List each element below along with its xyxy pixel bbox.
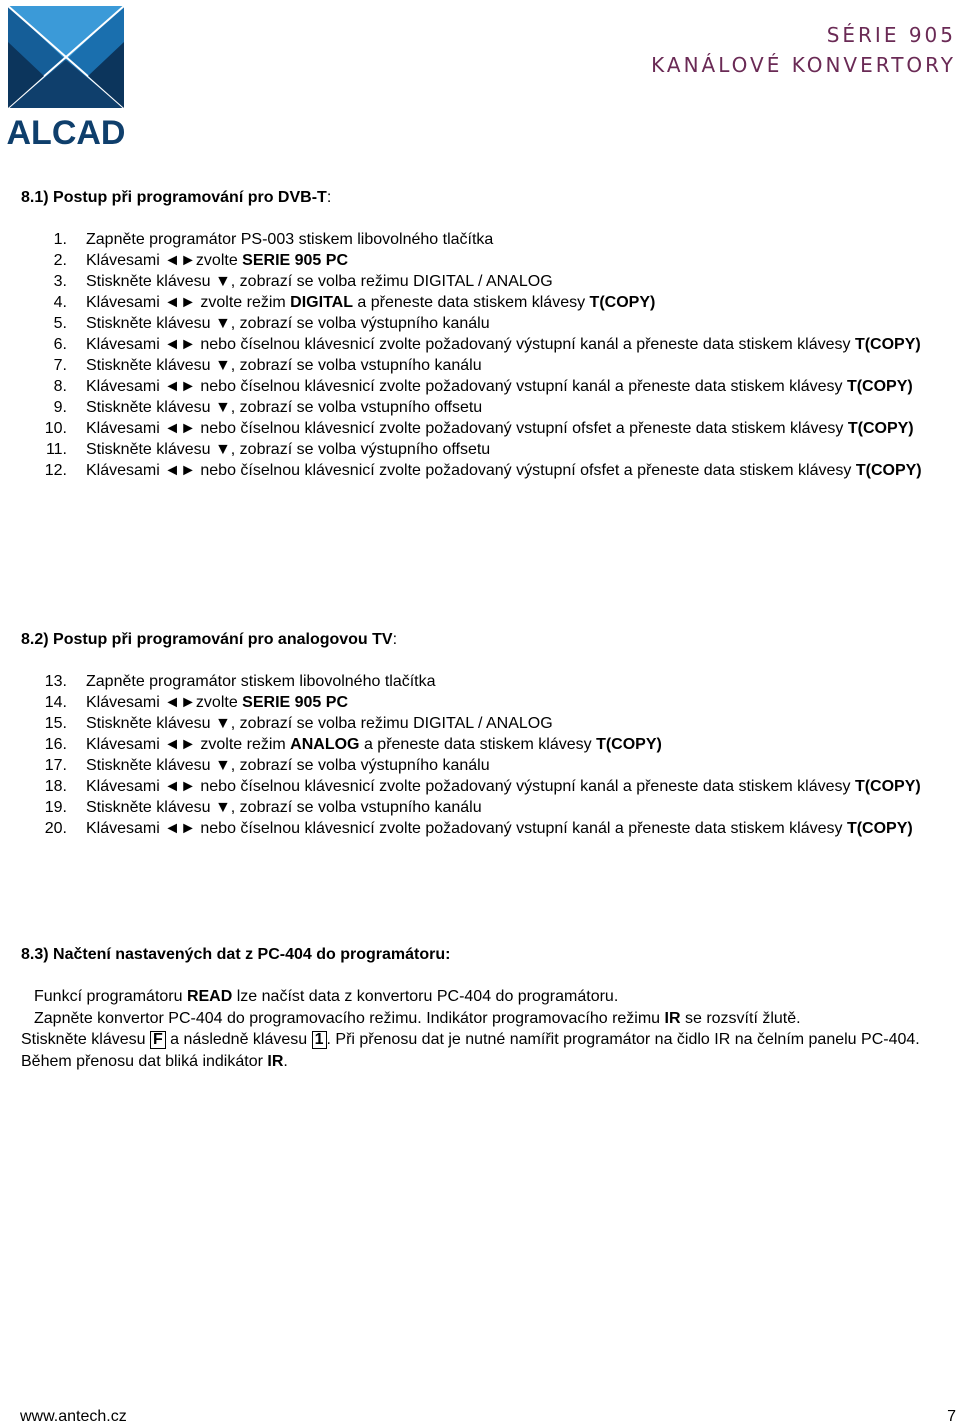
list-item bbox=[21, 418, 956, 439]
dvbt-steps-list bbox=[21, 229, 956, 481]
read-paragraph-2: Zapněte konvertor PC-404 do programovacího režimu. Indikátor programovacího režimu IR se rozsvítí žlutě. bbox=[34, 1009, 801, 1027]
step-text: Klávesami ◄► zvolte režim bbox=[86, 736, 291, 753]
step-number: 16. bbox=[44, 736, 67, 753]
list-item bbox=[21, 776, 956, 797]
step-number: 9. bbox=[53, 399, 67, 416]
step-keyword: SERIE 905 PC bbox=[242, 252, 348, 269]
step-text: Stiskněte klávesu ▼, zobrazí se volba výstupního offsetu bbox=[86, 441, 491, 458]
list-item bbox=[21, 818, 956, 839]
list-item bbox=[21, 671, 956, 692]
step-keyword: T(COPY) bbox=[854, 336, 921, 353]
step-text: Klávesami ◄► nebo číselnou klávesnicí zvolte požadovaný výstupní kanál a přeneste data stiskem klávesy bbox=[86, 778, 855, 795]
list-item bbox=[21, 313, 956, 334]
step-text: Klávesami ◄► nebo číselnou klávesnicí zvolte požadovaný výstupní kanál a přeneste data stiskem klávesy bbox=[86, 336, 855, 353]
step-number: 10. bbox=[44, 420, 67, 437]
step-number: 14. bbox=[44, 694, 67, 711]
analog-steps-list bbox=[21, 671, 956, 839]
step-number: 12. bbox=[44, 462, 67, 479]
step-keyword: ANALOG bbox=[290, 736, 360, 753]
step-keyword: T(COPY) bbox=[846, 378, 913, 395]
read-instructions bbox=[21, 986, 946, 1072]
step-number: 5. bbox=[53, 315, 67, 332]
list-item bbox=[21, 229, 956, 250]
list-item bbox=[21, 734, 956, 755]
list-item bbox=[21, 250, 956, 271]
list-item bbox=[21, 460, 956, 481]
step-text: Klávesami ◄► nebo číselnou klávesnicí zvolte požadovaný výstupní ofsfet a přeneste data stiskem klávesy bbox=[86, 462, 856, 479]
step-number: 4. bbox=[53, 294, 67, 311]
step-text: Stiskněte klávesu ▼, zobrazí se volba výstupního kanálu bbox=[86, 757, 490, 774]
step-text: Stiskněte klávesu ▼, zobrazí se volba vstupního kanálu bbox=[86, 799, 482, 816]
step-number: 7. bbox=[53, 357, 67, 374]
step-text: Klávesami ◄►zvolte bbox=[86, 694, 243, 711]
step-text: Stiskněte klávesu ▼, zobrazí se volba vstupního offsetu bbox=[86, 399, 483, 416]
step-text: Stiskněte klávesu ▼, zobrazí se volba režimu DIGITAL / ANALOG bbox=[86, 715, 553, 732]
step-number: 11. bbox=[45, 441, 67, 458]
step-text: a přeneste data stiskem klávesy bbox=[352, 294, 590, 311]
step-text: Klávesami ◄► zvolte režim bbox=[86, 294, 291, 311]
step-keyword: T(COPY) bbox=[847, 420, 914, 437]
list-item bbox=[21, 713, 956, 734]
step-number: 18. bbox=[44, 778, 67, 795]
step-number: 17. bbox=[44, 757, 67, 774]
list-item bbox=[21, 355, 956, 376]
logo-wordmark: ALCAD bbox=[6, 114, 126, 150]
step-number: 13. bbox=[44, 673, 67, 690]
step-keyword: DIGITAL bbox=[290, 294, 353, 311]
section-title-dvbt: 8.1) Postup při programování pro DVB-T: bbox=[21, 189, 332, 206]
list-item bbox=[21, 439, 956, 460]
list-item bbox=[21, 334, 956, 355]
list-item bbox=[21, 271, 956, 292]
series-subtitle: KANÁLOVÉ KONVERTORY bbox=[651, 53, 956, 77]
step-keyword: T(COPY) bbox=[855, 462, 922, 479]
alcad-logo bbox=[4, 2, 128, 150]
step-number: 1. bbox=[53, 231, 67, 248]
step-text: Stiskněte klávesu ▼, zobrazí se volba režimu DIGITAL / ANALOG bbox=[86, 273, 553, 290]
read-paragraph-3: Stiskněte klávesu F a následně klávesu 1 . Při přenosu dat je nutné namířit programátor na čidlo IR na čelním panelu PC-404. Během přenosu dat bliká indikátor IR. bbox=[21, 1031, 920, 1070]
series-title: SÉRIE 905 bbox=[826, 23, 956, 47]
read-paragraph-1: Funkcí programátoru READ lze načíst data z konvertoru PC-404 do programátoru. bbox=[34, 988, 619, 1005]
step-text: Klávesami ◄► nebo číselnou klávesnicí zvolte požadovaný vstupní ofsfet a přeneste data stiskem klávesy bbox=[86, 420, 848, 437]
step-number: 6. bbox=[53, 336, 67, 353]
step-text: Klávesami ◄► nebo číselnou klávesnicí zvolte požadovaný vstupní kanál a přeneste data stiskem klávesy bbox=[86, 820, 847, 837]
list-item bbox=[21, 692, 956, 713]
step-keyword: SERIE 905 PC bbox=[242, 694, 348, 711]
step-keyword: T(COPY) bbox=[589, 294, 656, 311]
step-text: a přeneste data stiskem klávesy bbox=[359, 736, 597, 753]
list-item bbox=[21, 397, 956, 418]
step-text: Klávesami ◄►zvolte bbox=[86, 252, 243, 269]
step-text: Zapněte programátor PS-003 stiskem libovolného tlačítka bbox=[86, 231, 494, 248]
step-number: 2. bbox=[53, 252, 67, 269]
step-keyword: T(COPY) bbox=[854, 778, 921, 795]
step-text: Stiskněte klávesu ▼, zobrazí se volba výstupního kanálu bbox=[86, 315, 490, 332]
step-number: 19. bbox=[44, 799, 67, 816]
section-title-analog: 8.2) Postup při programování pro analogovou TV: bbox=[21, 631, 398, 648]
step-number: 15. bbox=[44, 715, 67, 732]
list-item bbox=[21, 797, 956, 818]
step-keyword: T(COPY) bbox=[596, 736, 662, 753]
step-text: Klávesami ◄► nebo číselnou klávesnicí zvolte požadovaný vstupní kanál a přeneste data stiskem klávesy bbox=[86, 378, 847, 395]
list-item bbox=[21, 292, 956, 313]
page-number: 7 bbox=[947, 1408, 956, 1425]
step-number: 3. bbox=[53, 273, 67, 290]
step-keyword: T(COPY) bbox=[846, 820, 913, 837]
step-text: Stiskněte klávesu ▼, zobrazí se volba vstupního kanálu bbox=[86, 357, 482, 374]
step-number: 8. bbox=[53, 378, 67, 395]
list-item bbox=[21, 376, 956, 397]
series-heading bbox=[651, 20, 956, 80]
step-number: 20. bbox=[44, 820, 67, 837]
key-1-icon: 1 bbox=[312, 1031, 327, 1049]
section-title-read: 8.3) Načtení nastavených dat z PC-404 do programátoru: bbox=[21, 946, 451, 963]
key-f-icon: F bbox=[150, 1031, 166, 1049]
footer-website-link[interactable]: www.antech.cz bbox=[20, 1408, 127, 1425]
step-text: Zapněte programátor stiskem libovolného tlačítka bbox=[86, 673, 436, 690]
list-item bbox=[21, 755, 956, 776]
